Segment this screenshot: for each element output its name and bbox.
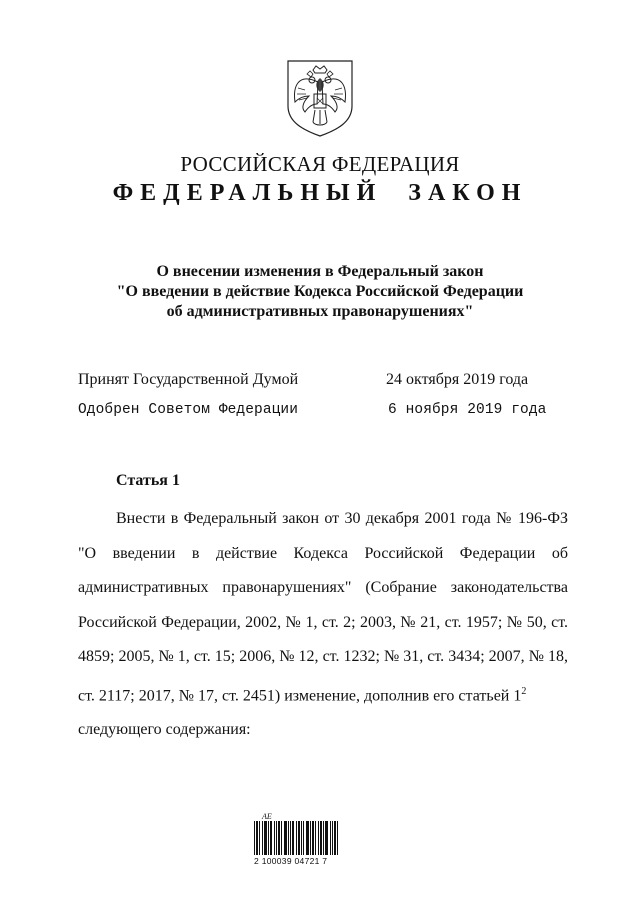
law-title-line-2: "О введении в действие Кодекса Российской Федерации — [116, 283, 524, 300]
article-paragraph — [78, 502, 568, 713]
duma-adoption-date: 24 октября 2019 года — [386, 371, 529, 388]
country-name: РОССИЙСКАЯ ФЕДЕРАЦИЯ — [180, 152, 460, 176]
document-type-word-2: ЗАКОН — [408, 180, 528, 206]
barcode-bars — [254, 821, 346, 855]
law-title-line-1: О внесении изменения в Федеральный закон — [156, 263, 484, 280]
law-title — [0, 262, 640, 322]
article-heading: Статья 1 — [116, 472, 180, 489]
article-body — [78, 502, 568, 748]
article-text: Внести в Федеральный закон от 30 декабря 2001 года № 196-ФЗ "О введении в действие Кодекса Российской Федерации об административных правонарушениях" (Собрание законодательства Российской Федерации, 2002, № 1, ст. 2; 2003, № 21, ст. 1957; № 50, ст. 4859; 2005, № 1, ст. 15; 2006, № 12, ст. 1232; № 31, ст. 3434; 2007, № 18, ст. 2117; 2017, № 17, ст. 2451) изменение, дополнив его статьей 1 — [78, 510, 568, 704]
council-approval-date: 6 ноября 2019 года — [388, 402, 547, 418]
document-type — [0, 180, 640, 207]
barcode-number: 2 100039 04721 7 — [254, 856, 328, 866]
barcode — [254, 812, 346, 866]
article-last-line: следующего содержания: — [78, 721, 251, 739]
barcode-logo: АЕ — [262, 812, 272, 821]
document-type-word-1: ФЕДЕРАЛЬНЫЙ — [112, 180, 383, 206]
article-superscript: 2 — [521, 685, 527, 697]
russian-coat-of-arms-icon — [285, 58, 355, 138]
duma-adoption-label: Принят Государственной Думой — [78, 371, 299, 388]
law-title-line-3: об административных правонарушениях" — [166, 303, 474, 320]
council-approval-label: Одобрен Советом Федерации — [78, 402, 299, 418]
